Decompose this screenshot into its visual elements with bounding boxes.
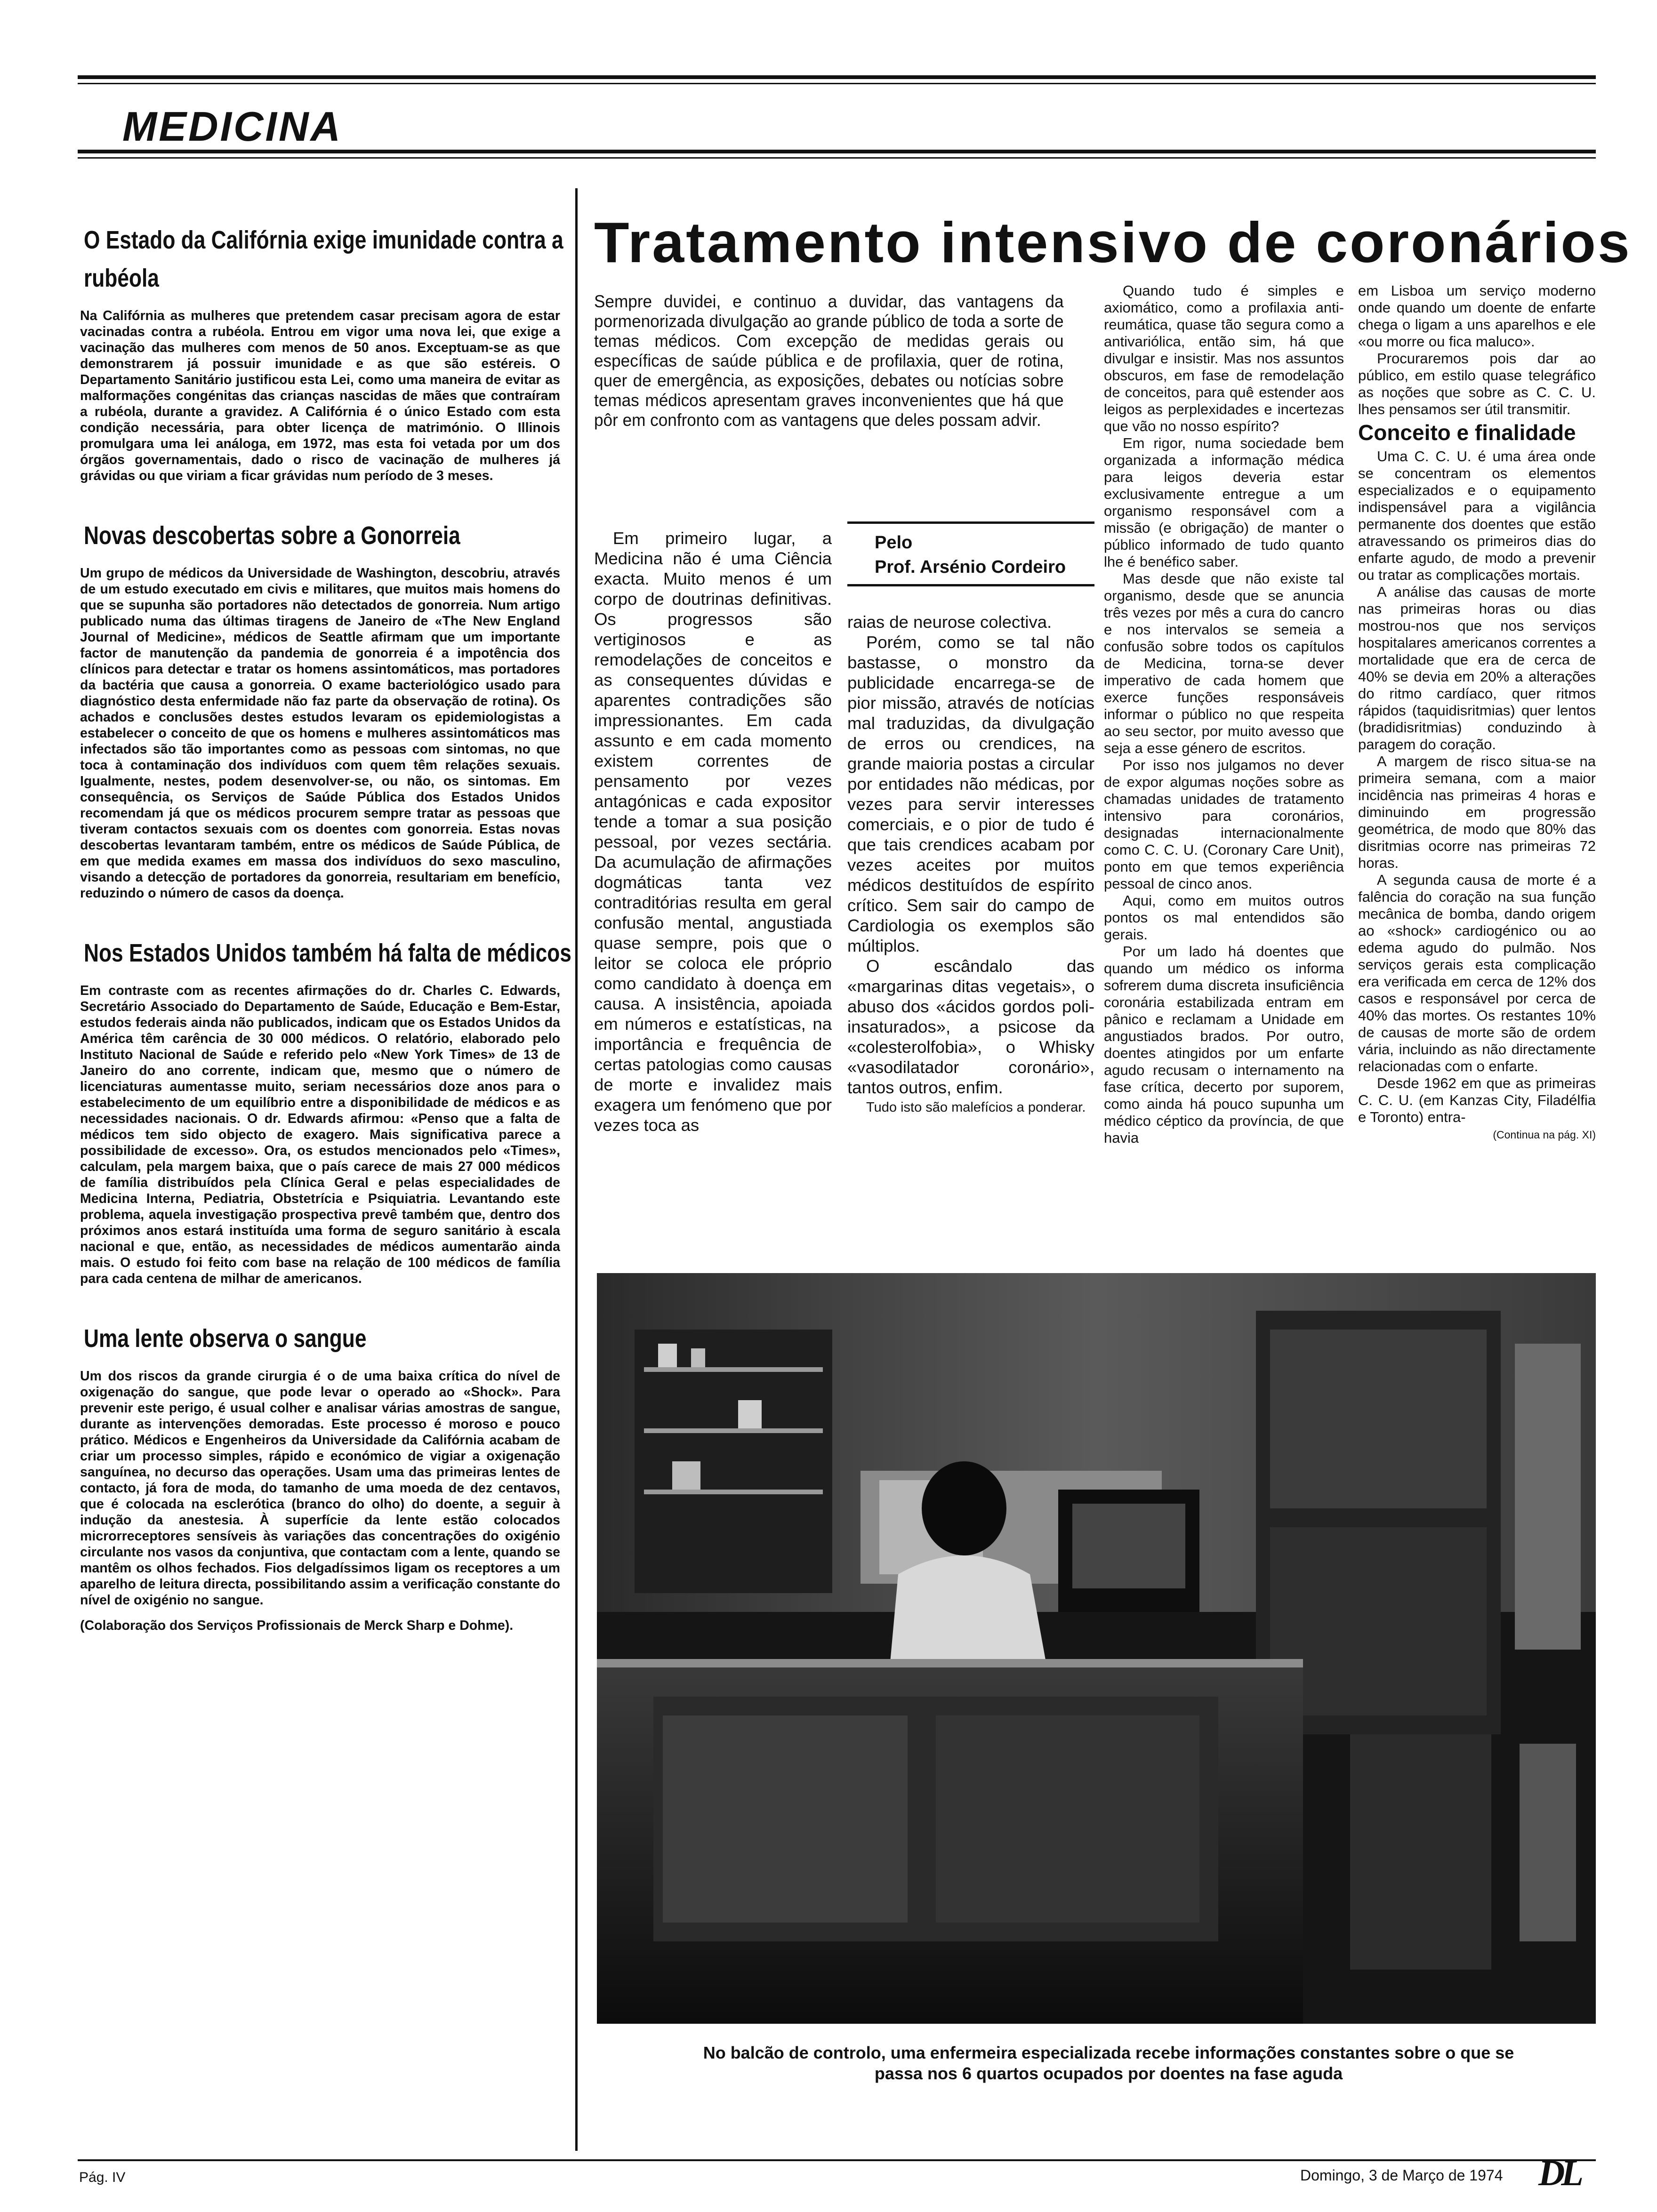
photo-caption: No balcão de controlo, uma enfermeira especializada recebe informações constantes sobre o que se passa nos 6 quartos ocupados por doentes na fase aguda <box>703 2043 1514 2083</box>
section-title: MEDICINA <box>122 103 343 150</box>
byline-author: Prof. Arsénio Cordeiro <box>875 557 1066 577</box>
article-paragraph: Uma C. C. U. é uma área onde se concentram os elementos especializados e o equipamento indispensável para a vigilância permanente dos doentes que estão atravessando os primeiros dias do enfarte agudo, de modo a prevenir ou tratar as complicações mortais. <box>1358 448 1596 583</box>
article-paragraph: A análise das causas de morte nas primeiras horas ou dias mostrou-nos que nos serviços hospitalares americanos correntes a mortalidade que era de cerca de 40% se devia em 20% a alterações do ritmo cardíaco, quer ritmos rápidos (taquidisritmias) quer lentos (bradidisritmias) conduzindo à paragem do coração. <box>1358 584 1596 753</box>
publication-date: Domingo, 3 de Março de 1974 <box>1300 2167 1503 2184</box>
article-paragraph: Por isso nos julgamos no dever de expor algumas noções sobre as chamadas unidades de tratamento intensivo para coronários, designadas internacionalmente como C. C. U. (Coronary Care Unit), ponto em que temos experiência pessoal de cinco anos. <box>1104 757 1344 892</box>
article-column-3 <box>1104 282 1344 1146</box>
article-paragraph: Aqui, como em muitos outros pontos os mal entendidos são gerais. <box>1104 892 1344 943</box>
header-rule-bottom <box>78 150 1596 153</box>
article-title: Tratamento intensivo de coronários <box>594 210 1632 274</box>
article-paragraph: Tudo isto são malefícios a ponderar. <box>866 1100 1086 1115</box>
article-intro: Sempre duvidei, e continuo a duvidar, das vantagens da pormenorizada divulgação ao grande público de toda a sorte de temas médicos. Com excepção de medidas gerais ou específicas de saúde pública e de profilaxia, quer de rotina, quer de emergência, as exposições, debates ou notícias sobre temas médicos apresentam graves inconvenientes que há que pôr em confronto com as vantagens que deles possam advir. <box>594 292 1064 430</box>
article-column-1 <box>594 528 832 1135</box>
brief-body: Na Califórnia as mulheres que pretendem casar precisam agora de estar vacinadas contra a rubéola. Entrou em vigor uma nova lei, que exige a vacinação das mulheres com menos de 50 anos. Exceptuam-se as que demonstrarem já possuir imunidade e as que são estéreis. O Departamento Sanitário justificou esta Lei, como uma maneira de evitar as malformações congénitas das crianças nascidas de mães que contraíram a rubéola, durante a gravidez. A Califórnia é o único Estado com esta condição necessária, para obter licença de matrimónio. O Illinois promulgara uma lei análoga, em 1972, mas esta foi vetada por um dos órgãos governamentais, dado o risco de vacinação de mulheres já grávidas ou que viriam a ficar grávidas num período de 3 meses. <box>80 308 560 483</box>
brief-falta-medicos <box>80 934 571 1287</box>
article-paragraph: Em rigor, numa sociedade bem organizada a informação médica para leigos deveria estar exclusivamente entregue a um organismo responsável com a missão (e obrigação) de manter o público informado de tudo quanto lhe é benéfico saber. <box>1104 435 1344 570</box>
article-paragraph: Procuraremos pois dar ao público, em estilo quase telegráfico as noções que sobre as C. C. U. lhes pensamos ser útil transmitir. <box>1358 350 1596 417</box>
continued-note: (Continua na pág. XI) <box>1493 1129 1596 1141</box>
byline-prefix: Pelo <box>875 533 913 553</box>
article-paragraph: Por um lado há doentes que quando um médico os informa sofrerem duma discreta insuficiência coronária estabilizada entram em pânico e reclamam a Unidade em angustiados brados. Por outro, doentes atingidos por um enfarte agudo recusam o internamento na fase crítica, decerto por suporem, como ainda há pouco supunha um médico céptico da província, de que havia <box>1104 943 1344 1146</box>
article-paragraph: Porém, como se tal não bastasse, o monstro da publicidade encarrega-se de pior missão, através de notícias mal traduzidas, da divulgação de erros ou crendices, na grande maioria postas a circular por entidades não médicas, por vezes para servir interesses comerciais, e o pior de tudo é que tais crendices acabam por vezes aceites por muitos médicos destituídos de espírito crítico. Sem sair do campo de Cardiologia os exemplos são múltiplos. <box>847 633 1094 955</box>
article-paragraph: Quando tudo é simples e axiomático, como a profilaxia anti-reumática, quase tão segura como a antivariólica, então sim, há que divulgar e insistir. Mas nos assuntos obscuros, em fase de remodelação de conceitos, para quê estender aos leigos as perplexidades e incertezas que vão no nosso espírito? <box>1104 282 1344 434</box>
footer-rule <box>78 2159 1596 2161</box>
article-paragraph: em Lisboa um serviço moderno onde quando um doente de enfarte chega o ligam a uns aparelhos e ele «ou morre ou fica maluco». <box>1358 282 1596 350</box>
brief-rubeola <box>80 221 563 484</box>
brief-title: Uma lente observa o sangue <box>84 1324 367 1353</box>
header-rule-top-thin <box>78 83 1596 84</box>
page-number: Pág. IV <box>79 2170 126 2185</box>
brief-body: Em contraste com as recentes afirmações do dr. Charles C. Edwards, Secretário Associado do Departamento de Saúde, Educação e Bem-Estar, estudos federais ainda não publicados, indicam que os Estados Unidos da América têm carência de 30 000 médicos. O relatório, elaborado pelo Instituto Nacional de Saúde e referido pelo «New York Times» de 13 de Janeiro do ano corrente, indicam que, mesmo que o número de licenciaturas aumentasse muito, seriam necessários doze anos para o estabelecimento de um equilíbrio entre a disponibilidade de médicos e as necessidades nacionais. O dr. Edwards afirmou: «Penso que a falta de médicos tem sido objecto de exagero. Mais significativa parece a possibilidade de excesso». Ora, os estudos mencionados pelo «Times», calculam, pela margem baixa, que o país carece de mais 27 000 médicos de família distribuídos pela Clínica Geral e pelas especialidades de Medicina Interna, Pediatria, Obstetrícia e Psiquiatria. Levantando este problema, aquela investigação prospectiva prevê também que, dentro dos próximos anos estará instituída uma forma de seguro sanitário à escala nacional e que, então, as necessidades de médicos aumentarão ainda mais. O estudo foi feito com base na relação de 100 médicos de família para cada centena de milhar de americanos. <box>80 983 560 1286</box>
article-subhead: Conceito e finalidade <box>1358 420 1576 445</box>
credit-line: (Colaboração dos Serviços Profissionais de Merck Sharp e Dohme). <box>80 1618 514 1633</box>
article-paragraph: Mas desde que não existe tal organismo, desde que se anuncia três vezes por mês a cura do cancro e nos intervalos se semeia a confusão sobre todos os capítulos de Medicina, torna-se dever imperativo de cada homem que exerce funções responsáveis informar o público no que respeita ao seu sector, por muito avesso que seja a esse género de escritos. <box>1104 570 1344 756</box>
column-divider <box>575 188 578 2151</box>
article-column-2 <box>847 612 1094 1115</box>
nurse-control-desk-photo <box>597 1273 1596 2024</box>
header-rule-top <box>78 75 1596 79</box>
brief-body: Um dos riscos da grande cirurgia é o de uma baixa crítica do nível de oxigenação do sangue, que pode levar o operado ao «Shock». Para prevenir este perigo, é usual colher e analisar várias amostras de sangue, durante as intervenções demoradas. Este processo é moroso e pouco prático. Médicos e Engenheiros da Universidade da Califórnia acabam de criar um processo simples, rápido e económico de vigiar a oxigenação sanguínea, no decurso das operações. Usam uma das primeiras lentes de contacto, já fora de moda, do tamanho de uma moeda de dez centavos, que é colocada na esclerótica (branco do olho) do doente, a seguir à indução da anestesia. À superfície da lente estão colocados microrreceptores sensíveis às variações das concentrações do oxigénio circulante nos vasos da conjuntiva, que contactam com a lente, quando se mantêm os olhos fechados. Fios delgadíssimos ligam os receptores a um aparelho de leitura directa, possibilitando assim a verificação constante do nível de oxigénio no sangue. <box>80 1369 560 1608</box>
brief-gonorreia <box>80 517 560 901</box>
brief-title: O Estado da Califórnia exige imunidade contra a rubéola <box>84 226 563 292</box>
brief-lente-sangue <box>80 1320 560 1608</box>
article-paragraph: Desde 1962 em que as primeiras C. C. U. (em Kanzas City, Filadélfia e Toronto) entra- <box>1358 1075 1596 1125</box>
newspaper-logo: DL <box>1538 2152 1580 2193</box>
brief-title: Nos Estados Unidos também há falta de médicos <box>84 939 571 967</box>
byline <box>847 521 1094 586</box>
photo-illustration <box>597 1273 1596 2024</box>
brief-title: Novas descobertas sobre a Gonorreia <box>84 521 460 550</box>
brief-body: Um grupo de médicos da Universidade de Washington, descobriu, através de um estudo executado em civis e militares, que muitos mais homens do que se supunha são portadores não detectados de gonorreia. Num artigo publicado numa das últimas tiragens de Janeiro de «The New England Journal of Medicine», médicos de Seattle afirmam que um importante factor de manutenção da pandemia de gonorreia é a impotência dos clínicos para detectar e tratar os homens assintomáticos, mas portadores da bactéria que causa a gonorreia. O exame bacteriológico usado para diagnóstico desta enfermidade não faz parte da observação de rotina). Os achados e conclusões destes estudos levaram os epidemiologistas a estabelecer o conceito de que os homens e mulheres assintomáticos mas infectados são tão importantes como as pessoas com sintomas, no que toca à contaminação dos indivíduos com quem têm relações sexuais. Igualmente, nestes, podem desenvolver-se, ou não, os sintomas. Em consequência, os Serviços de Saúde Pública dos Estados Unidos recomendam já que os médicos procurem sempre tratar as pessoas que tiveram contactos sexuais com os doentes com gonorreia. Estas novas descobertas levantaram também, entre os médicos de Saúde Pública, de em que medida exames em massa dos indivíduos do sexo masculino, visando a detecção de portadores da gonorreia, resultariam em benefício, reduzindo o número de casos da doença. <box>80 566 560 901</box>
article-paragraph: O escândalo das «margarinas ditas vegetais», o abuso dos «ácidos gordos poli-insaturados», a psicose da «colesterolfobia», o Whisky «vasodilatador coronário», tantos outros, enfim. <box>847 956 1094 1097</box>
article-paragraph: A margem de risco situa-se na primeira semana, com a maior incidência nas primeiras 4 horas e diminuindo em progressão geométrica, de modo que 80% das disritmias ocorre nas primeiras 72 horas. <box>1358 753 1596 871</box>
article-column-4 <box>1358 282 1596 1142</box>
article-paragraph: Em primeiro lugar, a Medicina não é uma Ciência exacta. Muito menos é um corpo de doutrinas definitivas. Os progressos são vertiginosos e as remodelações de conceitos e as consequentes dúvidas e aparentes contradições são impressionantes. Em cada assunto e em cada momento existem correntes de pensamento por vezes antagónicas e cada expositor tende a tomar a sua posição pessoal, por vezes sectária. Da acumulação de afirmações dogmáticas tanta vez contraditórias resulta em geral confusão mental, angustiada quase sempre, pois que o leitor se coloca ele próprio como candidato à doença em causa. A insistência, apoiada em números e estatísticas, na importância e frequência de certas patologias como causas de morte e invalidez mais exagera um fenómeno que por vezes toca as <box>594 529 832 1135</box>
article-paragraph: A segunda causa de morte é a falência do coração na sua função mecânica de bomba, dando origem ao «shock» cardiogénico ou ao edema agudo do pulmão. Nos serviços gerais esta complicação era verificada em cerca de 12% dos casos e responsável por cerca de 40% das mortes. Os restantes 10% de causas de morte são de ordem vária, incluindo as não directamente relacionadas com o enfarte. <box>1358 872 1596 1074</box>
left-column <box>80 221 571 1634</box>
header-rule-bottom-thin <box>78 157 1596 159</box>
article-paragraph: raias de neurose colectiva. <box>847 612 1052 632</box>
